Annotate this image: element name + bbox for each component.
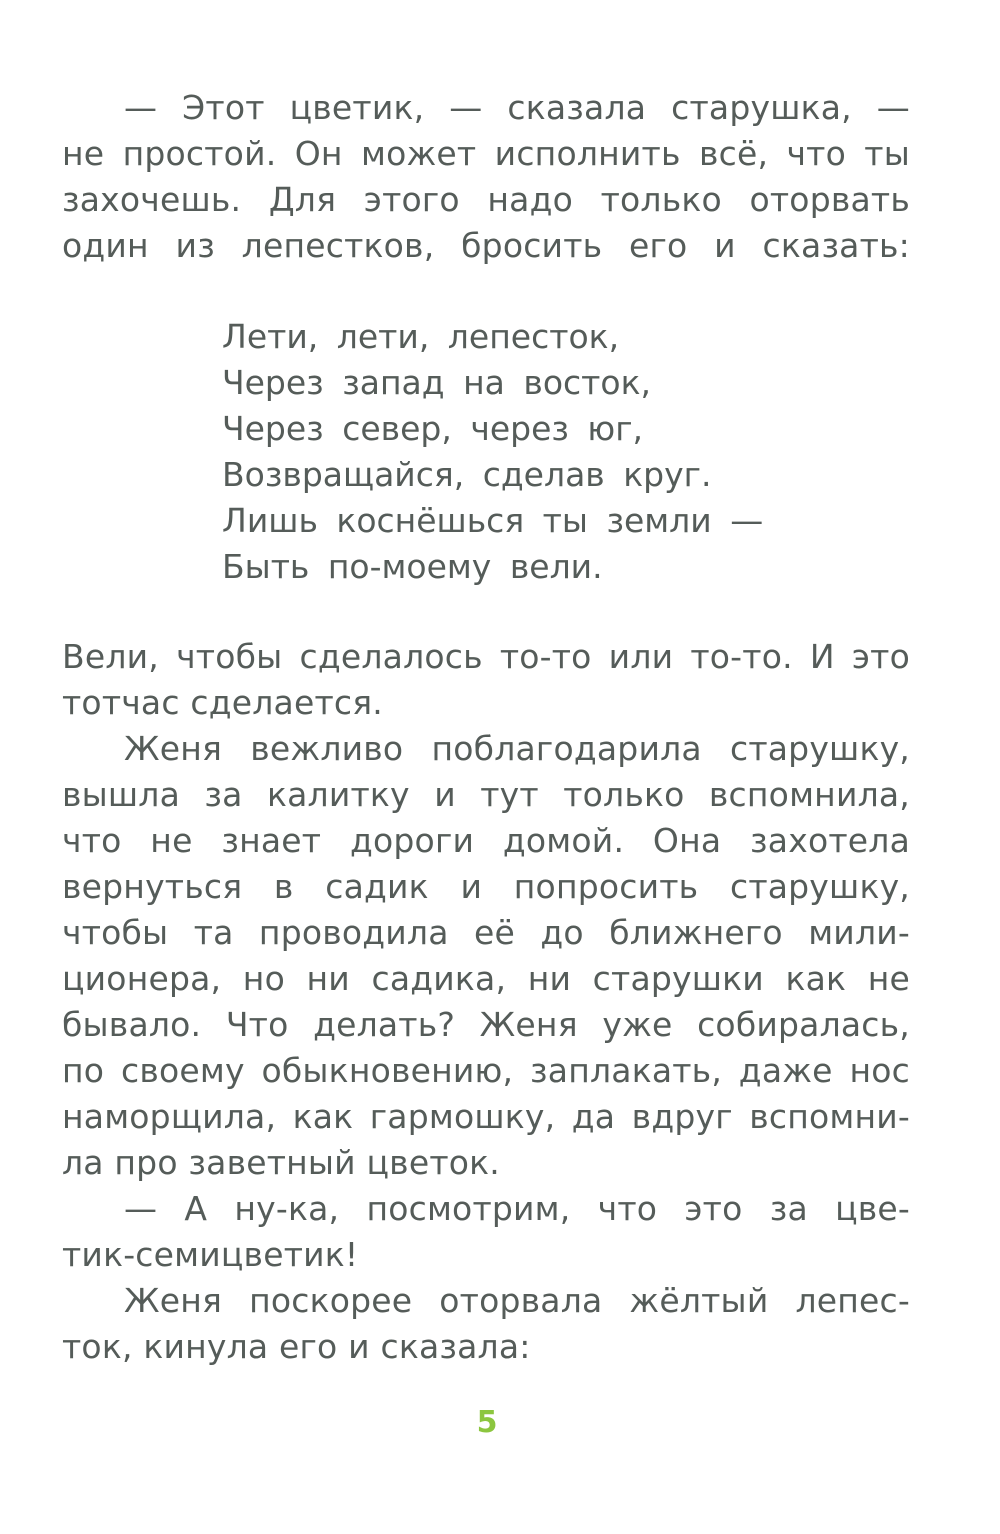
text-line: — Этот цветик, — сказала старушка, —	[124, 88, 910, 127]
text-line: тик-семицветик!	[62, 1235, 359, 1274]
text-line: ток, кинула его и сказала:	[62, 1327, 531, 1366]
text-line: тотчас сделается.	[62, 683, 383, 722]
verse-line: Лишь коснёшься ты земли —	[222, 501, 764, 540]
text-line: Женя вежливо поблагодарила старушку,	[124, 729, 910, 768]
text-line: Вели, чтобы сделалось то-то или то-то. И это	[62, 637, 910, 676]
text-line: вернуться в садик и попросить старушку,	[62, 867, 910, 906]
text-line: по своему обыкновению, заплакать, даже нос	[62, 1051, 910, 1090]
text-line: Женя поскорее оторвала жёлтый лепес-	[124, 1281, 910, 1320]
text-line: чтобы та проводила её до ближнего мили-	[62, 913, 910, 952]
text-line: захочешь. Для этого надо только оторвать	[62, 180, 910, 219]
verse-line: Лети, лети, лепесток,	[222, 317, 620, 356]
verse-line: Через запад на восток,	[222, 363, 651, 402]
text-line: не простой. Он может исполнить всё, что ты	[62, 134, 910, 173]
verse-line: Быть по-моему вели.	[222, 547, 603, 586]
page-number: 5	[476, 1405, 498, 1440]
text-line: наморщила, как гармошку, да вдруг вспомни-	[62, 1097, 910, 1136]
text-line: один из лепестков, бросить его и сказать:	[62, 226, 910, 265]
verse-line: Возвращайся, сделав круг.	[222, 455, 712, 494]
text-line: что не знает дороги домой. Она захотела	[62, 821, 910, 860]
text-line: ла про заветный цветок.	[62, 1143, 500, 1182]
text-line: бывало. Что делать? Женя уже собиралась,	[62, 1005, 910, 1044]
text-line: — А ну-ка, посмотрим, что это за цве-	[124, 1189, 910, 1228]
text-line: вышла за калитку и тут только вспомнила,	[62, 775, 910, 814]
verse-line: Через север, через юг,	[222, 409, 644, 448]
text-line: ционера, но ни садика, ни старушки как не	[62, 959, 910, 998]
